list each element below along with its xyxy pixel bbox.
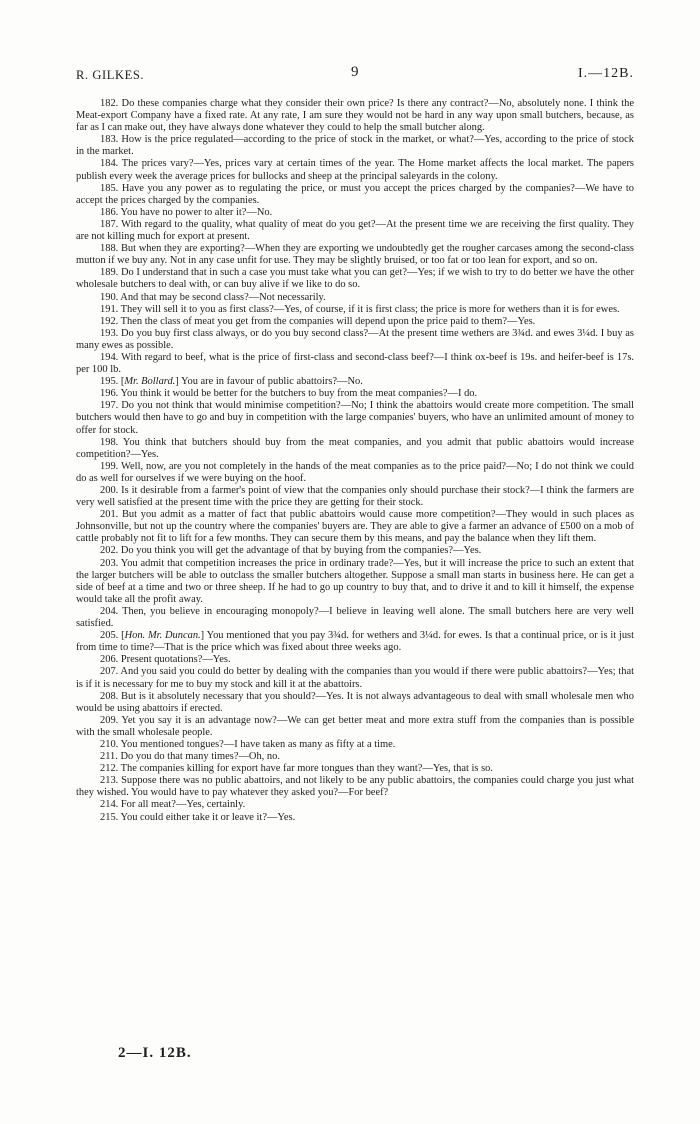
evidence-paragraph (76, 292, 634, 304)
paragraph-text: 212. The companies killing for export have far more tongues than they want?—Yes, that is so. (100, 763, 493, 775)
paragraph-text: 190. And that may be second class?—Not necessarily. (100, 291, 326, 303)
speaker-name: Hon. Mr. Duncan. (124, 630, 201, 642)
paragraph-text: 187. With regard to the quality, what quality of meat do you get?—At the present time we are receiving the first quality. They are not killing much for export at present. (76, 218, 634, 243)
evidence-paragraph (76, 400, 634, 436)
evidence-paragraph (76, 388, 634, 400)
evidence-paragraph (76, 654, 634, 666)
paragraph-text: 213. Suppose there was no public abattoirs, and not likely to be any public abattoirs, the companies could charge you just what they wished. You would have to pay whatever they asked you?—For beef? (76, 775, 634, 799)
evidence-paragraph (76, 485, 634, 509)
paragraph-text: 198. You think that butchers should buy from the meat companies, and you admit that public abattoirs would increase competition?—Yes. (76, 436, 634, 460)
minutes-of-evidence (76, 98, 634, 824)
evidence-paragraph (76, 509, 634, 545)
paragraph-text: 214. For all meat?—Yes, certainly. (100, 799, 246, 811)
paragraph-text: 207. And you said you could do better by dealing with the companies than you would if there were public abattoirs?—Yes; that is if it is necessary for me to buy my stock and kill it at the abattoirs. (76, 666, 634, 690)
paragraph-text: 202. Do you think you will get the advantage of that by buying from the companies?—Yes. (100, 545, 482, 557)
evidence-paragraph (76, 799, 634, 811)
paragraph-text: 210. You mentioned tongues?—I have taken as many as fifty at a time. (100, 738, 396, 750)
paragraph-text: 199. Well, now, are you not completely in the hands of the meat companies as to the price paid?—No; I do not think we could do as well for ourselves if we were buying on the hoof. (76, 460, 634, 484)
paragraph-text: 215. You could either take it or leave it?—Yes. (100, 811, 296, 823)
evidence-paragraph (76, 243, 634, 267)
speaker-bracket: [ (120, 376, 125, 388)
paragraph-text: 189. Do I understand that in such a case you must take what you can get?—Yes; if we wish to try to do better we have the other wholesale butchers to deal with, or can buy alive if we like to do so. (76, 267, 634, 291)
evidence-paragraph (76, 775, 634, 799)
paragraph-text: 196. You think it would be better for the butchers to buy from the meat companies?—I do. (100, 388, 478, 400)
paragraph-text: 191. They will sell it to you as first class?—Yes, of course, if it is first class; the price is more for wethers than it is for ewes. (100, 303, 620, 315)
paragraph-text: 184. The prices vary?—Yes, prices vary at certain times of the year. The Home market affects the local market. The papers publish every week the average prices for bullocks and sheep at the principal saleyards in the colony. (76, 158, 634, 182)
evidence-paragraph (76, 558, 634, 606)
evidence-paragraph (76, 437, 634, 461)
evidence-paragraph (76, 304, 634, 316)
evidence-paragraph (76, 207, 634, 219)
paragraph-text: 209. Yet you say it is an advantage now?—We can get better meat and more extra stuff from the companies than is possible with the small wholesale people. (76, 714, 634, 738)
speaker-bracket: [ (121, 630, 125, 642)
paragraph-text: ] You mentioned that you pay 3¾d. for wethers and 3¼d. for ewes. Is that a continual price, or is it just from time to time?—That is the price which was fixed about three weeks ago. (76, 630, 635, 654)
paragraph-text: 197. Do you not think that would minimise competition?—No; I think the abattoirs would create more competition. The small butchers would then have to go and buy in competition with the large companies' buyers, who have an unlimited amount of money to offer for stock. (76, 400, 634, 436)
page-number: 9 (350, 64, 360, 80)
paragraph-text: 183. How is the price regulated—according to the price of stock in the market, or what?—Yes, according to the price of stock in the market. (76, 134, 634, 158)
evidence-paragraph (76, 98, 634, 134)
evidence-paragraph (76, 739, 634, 751)
evidence-paragraph (76, 183, 634, 207)
paragraph-text: 185. Have you any power as to regulating the price, or must you accept the prices charged by the companies?—We have to accept the prices charged by the companies. (76, 182, 634, 206)
evidence-paragraph (76, 763, 634, 775)
evidence-paragraph (76, 715, 634, 739)
paragraph-text: 193. Do you buy first class always, or do you buy second class?—At the present time wethers are 3¾d. and ewes 3¼d. I buy as many ewes as possible. (76, 327, 634, 351)
evidence-paragraph (76, 316, 634, 328)
evidence-paragraph (76, 461, 634, 485)
paragraph-text: 205. (100, 630, 122, 642)
paragraph-text: 186. You have no power to alter it?—No. (100, 206, 273, 218)
evidence-paragraph (76, 134, 634, 158)
evidence-paragraph (76, 328, 634, 352)
paragraph-text: ] You are in favour of public abattoirs?—No. (175, 376, 363, 388)
evidence-paragraph (76, 751, 634, 763)
evidence-paragraph (76, 376, 634, 388)
paragraph-text: 206. Present quotations?—Yes. (100, 654, 231, 666)
paragraph-text: 192. Then the class of meat you get from the companies will depend upon the price paid to them?—Yes. (100, 315, 536, 327)
evidence-paragraph (76, 158, 634, 182)
evidence-paragraph (76, 812, 634, 824)
witness-name: R. GILKES. (76, 68, 145, 82)
paragraph-text: 203. You admit that competition increases the price in ordinary trade?—Yes, but it will increase the price to such an extent that the larger butchers will be able to outclass the smaller butchers altogether. Suppose a small man starts in business here. He can get a side of beef at a time and two or three sheep. If he had to go up country to buy that, and to drive it and to kill it himself, the expense would take all the profit away. (76, 557, 634, 605)
evidence-paragraph (76, 219, 634, 243)
paragraph-text: 201. But you admit as a matter of fact that public abattoirs would cause more competition?—They would in such places as Johnsonville, but not up the country where the companies' buyers are. They are able to give a farmer an advance of £500 on a mob of cattle probably not fit to lift for a few months. They can secure them by this means, and pay the balance when they lift them. (76, 509, 634, 545)
paragraph-text: 208. But is it absolutely necessary that you should?—Yes. It is not always advantageous to deal with small wholesale men who would be using abattoirs if erected. (76, 690, 634, 714)
evidence-paragraph (76, 545, 634, 557)
paragraph-text: 188. But when they are exporting?—When they are exporting we undoubtedly get the rougher carcases among the second-class mutton if we buy any. Not in any case unfit for use. They may be slightly bruised, or too fat or too lean for export, and so on. (76, 243, 634, 267)
paper-reference: I.—12B. (578, 66, 634, 81)
sheet-signature: 2—I. 12B. (118, 1045, 192, 1061)
page-header (76, 66, 634, 86)
evidence-paragraph (76, 666, 634, 690)
speaker-name: Mr. Bollard. (124, 376, 176, 388)
paragraph-text: 182. Do these companies charge what they consider their own price? Is there any contract?—No, absolutely none. I think the Meat-export Company have a fixed rate. At any rate, I am sure they would not be hard in any way upon small butchers, because, as far as I can make out, they have always done whatever they could to help the small butcher along. (76, 98, 634, 134)
paragraph-text: 211. Do you do that many times?—Oh, no. (100, 751, 280, 763)
evidence-paragraph (76, 352, 634, 376)
evidence-paragraph (76, 630, 634, 654)
paragraph-text: 204. Then, you believe in encouraging monopoly?—I believe in leaving well alone. The small butchers here are very well satisfied. (76, 605, 634, 630)
evidence-paragraph (76, 267, 634, 291)
paragraph-text: 200. Is it desirable from a farmer's point of view that the companies only should purchase their stock?—I think the farmers are very well satisfied at the present time with the price they are getting for their stock. (76, 485, 634, 509)
paragraph-text: 194. With regard to beef, what is the price of first-class and second-class beef?—I think ox-beef is 19s. and heifer-beef is 17s. per 100 lb. (76, 351, 634, 376)
paragraph-text: 195. (100, 376, 121, 388)
evidence-paragraph (76, 606, 634, 630)
evidence-paragraph (76, 691, 634, 715)
